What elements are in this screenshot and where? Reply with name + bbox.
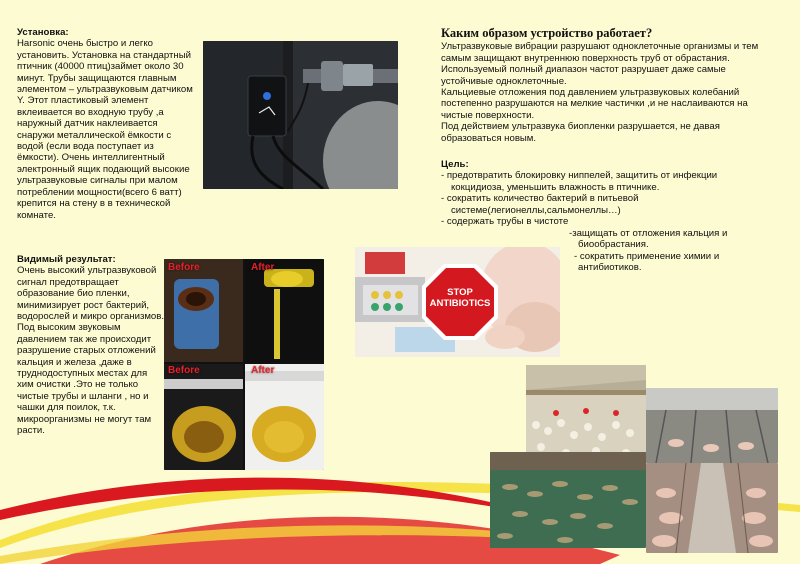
- result-title: Видимый результат:: [17, 254, 116, 265]
- before-after-grid: [164, 259, 324, 470]
- pig-pens-photo: [646, 463, 778, 553]
- goal-section: [441, 159, 771, 227]
- how-it-works-p1: Ультразвуковые вибрации разрушают одноклеточные организмы и тем самым защищают внутреннюю поверхность труб от обрастания. Используемый полный диапазон частот разрушает даже самые устойчивые одноклеточные.: [441, 41, 759, 87]
- goal-item: - предотвратить блокировку ниппелей, защитить от инфекции: [441, 170, 718, 182]
- how-it-works-title: Каким образом устройство работает?: [441, 26, 653, 40]
- goal-item: антибиотиков.: [578, 262, 642, 274]
- pig-barn-photo: [646, 388, 778, 463]
- how-it-works-p2: Кальциевые отложения под давлением ультразвуковых колебаний постепенно разрушаются на мелкие частички ,и не наслаиваются на чистые поверхности.: [441, 87, 748, 121]
- goal-item: - сократить применение химии и: [574, 250, 720, 262]
- goal-item: - содержать трубы в чистоте: [441, 216, 569, 228]
- stop-sign-line1: STOP: [447, 287, 473, 298]
- goal-item: системе(легионеллы,сальмонеллы…): [451, 204, 621, 216]
- device-photo: [203, 41, 398, 189]
- installation-section: [17, 27, 195, 221]
- fish-pond-photo: [490, 452, 646, 548]
- stop-sign-line2: ANTIBIOTICS: [429, 298, 491, 309]
- goal-right-section: [569, 228, 769, 274]
- goal-item: - сократить количество бактерий в питьевой: [441, 193, 639, 205]
- installation-body: Harsonic очень быстро и легко установить. Установка на стандартный птичник (40000 птиц)займет около 30 минут. Трубы защищаются главным элементом – ультразвуковым датчиком Y. Этот пластиковый элемент вклеивается во входную трубу ,а наружный датчик наклеивается снаружи металлической ёмкости с водой (если вода поступает из ёмкости). Очень интеллигентный электронный ящик подающий высокие ультразвуковые сигналы при малом потреблении мощности(всего 6 ватт) крепится на стену в в технической комнате.: [17, 38, 193, 221]
- result-section: [17, 254, 165, 437]
- how-it-works-p3: Под действием ультразвука биопленки разрушается, не давая образоваться новым.: [441, 121, 720, 144]
- goal-title: Цель:: [441, 159, 469, 170]
- antibiotics-collage: [355, 247, 560, 357]
- goal-item: кокцидиоза, уменьшить влажность в птичнике.: [451, 181, 660, 193]
- before-label-bottom: Before: [168, 365, 200, 376]
- how-it-works-section: [441, 28, 771, 144]
- installation-title: Установка:: [17, 27, 69, 38]
- after-label-top: After: [251, 262, 275, 273]
- goal-item: биообрастания.: [578, 239, 649, 251]
- goal-item: -защищать от отложения кальция и: [569, 228, 728, 239]
- before-label-top: Before: [168, 262, 200, 273]
- poultry-house-photo: [526, 365, 646, 465]
- result-body: Очень высокий ультразвуковой сигнал предотвращает образование био пленки, минимизирует рост бактерий, водорослей и микро организмов. Под высоким звуковым давлением так же происходит разрушение старых отложений кальция и железа ,даже в труднодоступных местах для хим очистки .Это не только чистые трубы и шланги , но и чашки для поилок, т.к. микроорганизмы не могут там расти.: [17, 265, 165, 437]
- after-label-bottom: After: [251, 365, 275, 376]
